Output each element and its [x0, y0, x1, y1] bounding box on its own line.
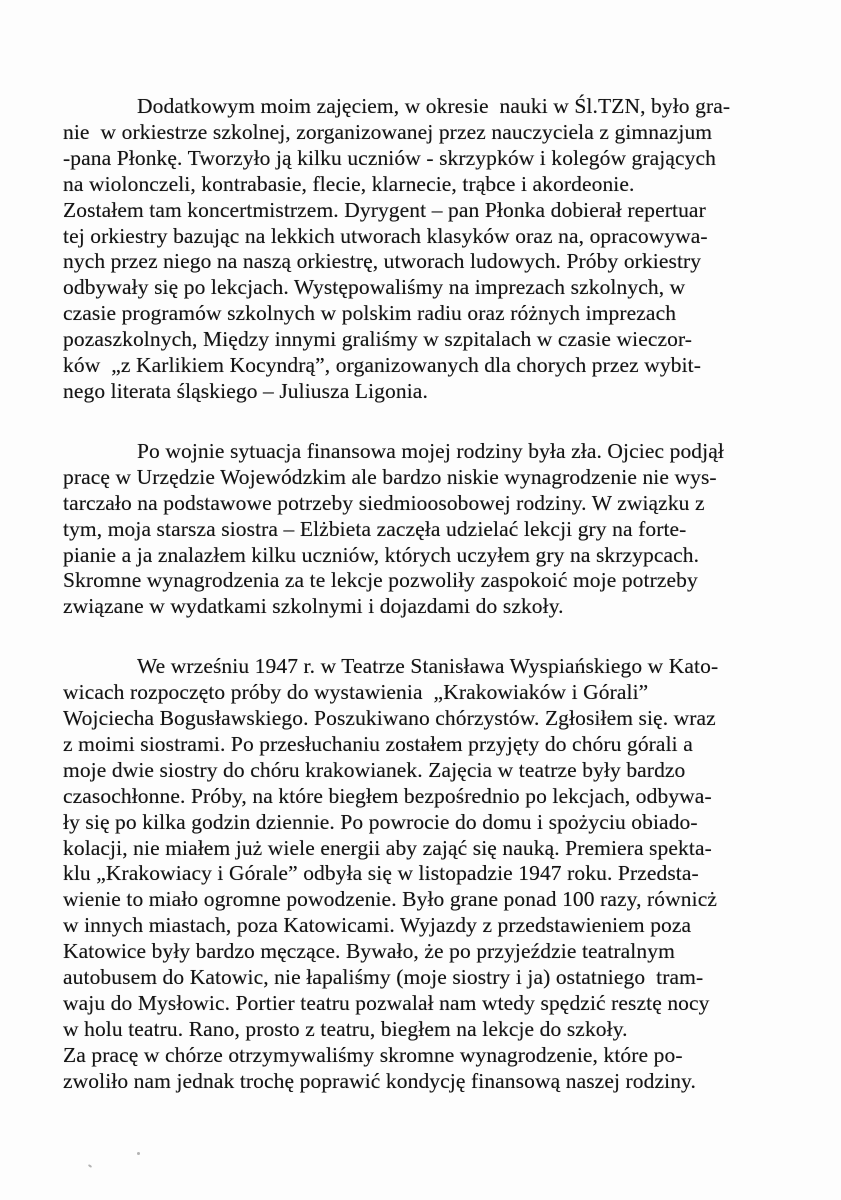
paragraph-3 [63, 654, 793, 1094]
text-line: Zostałem tam koncertmistrzem. Dyrygent – pan Płonka dobierał repertuar [63, 197, 706, 222]
paragraph-1 [63, 94, 793, 405]
text-line: -pana Płonkę. Tworzyło ją kilku uczniów - skrzypków i kolegów grających [63, 145, 717, 170]
text-line: w innych miastach, poza Katowicami. Wyjazdy z przedstawieniem poza [63, 913, 692, 938]
text-line: pozaszkolnych, Między innymi graliśmy w szpitalach w czasie wieczor- [63, 327, 693, 352]
text-line: czasie programów szkolnych w polskim radiu oraz różnych imprezach [63, 301, 677, 326]
text-line: na wiolonczeli, kontrabasie, flecie, klarnecie, trąbce i akordeonie. [63, 171, 635, 196]
text-line: nych przez niego na naszą orkiestrę, utworach ludowych. Próby orkiestry [63, 249, 702, 274]
text-line: nego literata śląskiego – Juliusza Ligonia. [63, 378, 428, 403]
text-line: odbywały się po lekcjach. Występowaliśmy na imprezach szkolnych, w [63, 275, 686, 300]
text-line: tej orkiestry bazując na lekkich utworach klasyków oraz na, opracowywa- [63, 223, 708, 248]
text-line: waju do Mysłowic. Portier teatru pozwalał nam wtedy spędzić resztę nocy [63, 991, 710, 1015]
text-line: wicach rozpoczęto próby do wystawienia „Krakowiaków i Górali” [63, 680, 649, 705]
text-line: Po wojnie sytuacja finansowa mojej rodziny była zła. Ojciec podjął [137, 438, 724, 463]
text-line: pracę w Urzędzie Wojewódzkim ale bardzo niskie wynagrodzenie nie wys- [63, 464, 717, 489]
document-text-block [63, 94, 793, 1095]
text-line: tarczało na podstawowe potrzeby siedmioosobowej rodziny. W związku z [63, 490, 705, 515]
text-line: czasochłonne. Próby, na które biegłem bezpośrednio po lekcjach, odbywa- [63, 783, 712, 808]
text-line: autobusem do Katowic, nie łapaliśmy (moje siostry i ja) ostatniego tram- [63, 965, 704, 990]
text-line: moje dwie siostry do chóru krakowianek. Zajęcia w teatrze były bardzo [63, 757, 686, 782]
text-line: nie w orkiestrze szkolnej, zorganizowanej przez nauczyciela z gimnazjum [63, 119, 713, 144]
text-line: Katowice były bardzo męczące. Bywało, że po przyjeździe teatralnym [63, 939, 675, 964]
text-line: ły się po kilka godzin dziennie. Po powrocie do domu i spożyciu obiado- [63, 809, 698, 834]
text-line: pianie a ja znalazłem kilku uczniów, których uczyłem gry na skrzypcach. [63, 542, 700, 567]
text-line: ków „z Karlikiem Kocyndrą”, organizowanych dla chorych przez wybit- [63, 353, 702, 378]
text-line: Wojciecha Bogusławskiego. Poszukiwano chórzystów. Zgłosiłem się. wraz [63, 706, 716, 731]
text-line: klu „Krakowiacy i Górale” odbyła się w listopadzie 1947 roku. Przedsta- [63, 861, 699, 886]
text-line: w holu teatru. Rano, prosto z teatru, biegłem na lekcje do szkoły. [63, 1016, 628, 1041]
text-line: wienie to miało ogromne powodzenie. Było grane ponad 100 razy, równicż [63, 887, 717, 912]
text-line: tym, moja starsza siostra – Elżbieta zaczęła udzielać lekcji gry na forte- [63, 516, 687, 541]
text-line: związane w wydatkami szkolnymi i dojazdami do szkoły. [63, 594, 564, 619]
scan-speck [88, 1164, 92, 1168]
text-line: kolacji, nie miałem już wiele energii aby zająć się nauką. Premiera spekta- [63, 835, 712, 860]
text-line: Dodatkowym moim zajęciem, w okresie nauki w Śl.TZN, było gra- [137, 94, 731, 118]
text-line: Za pracę w chórze otrzymywaliśmy skromne wynagrodzenie, które po- [63, 1042, 683, 1067]
text-line: Skromne wynagrodzenia za te lekcje pozwoliły zaspokoić moje potrzeby [63, 568, 698, 593]
text-line: We wrześniu 1947 r. w Teatrze Stanisława Wyspiańskiego w Kato- [137, 654, 719, 679]
text-line: zwoliło nam jednak trochę poprawić kondycję finansową naszej rodziny. [63, 1068, 696, 1093]
text-line: z moimi siostrami. Po przesłuchaniu zostałem przyjęty do chóru górali a [63, 731, 693, 756]
scan-speck [137, 1152, 140, 1155]
paragraph-2 [63, 439, 793, 620]
